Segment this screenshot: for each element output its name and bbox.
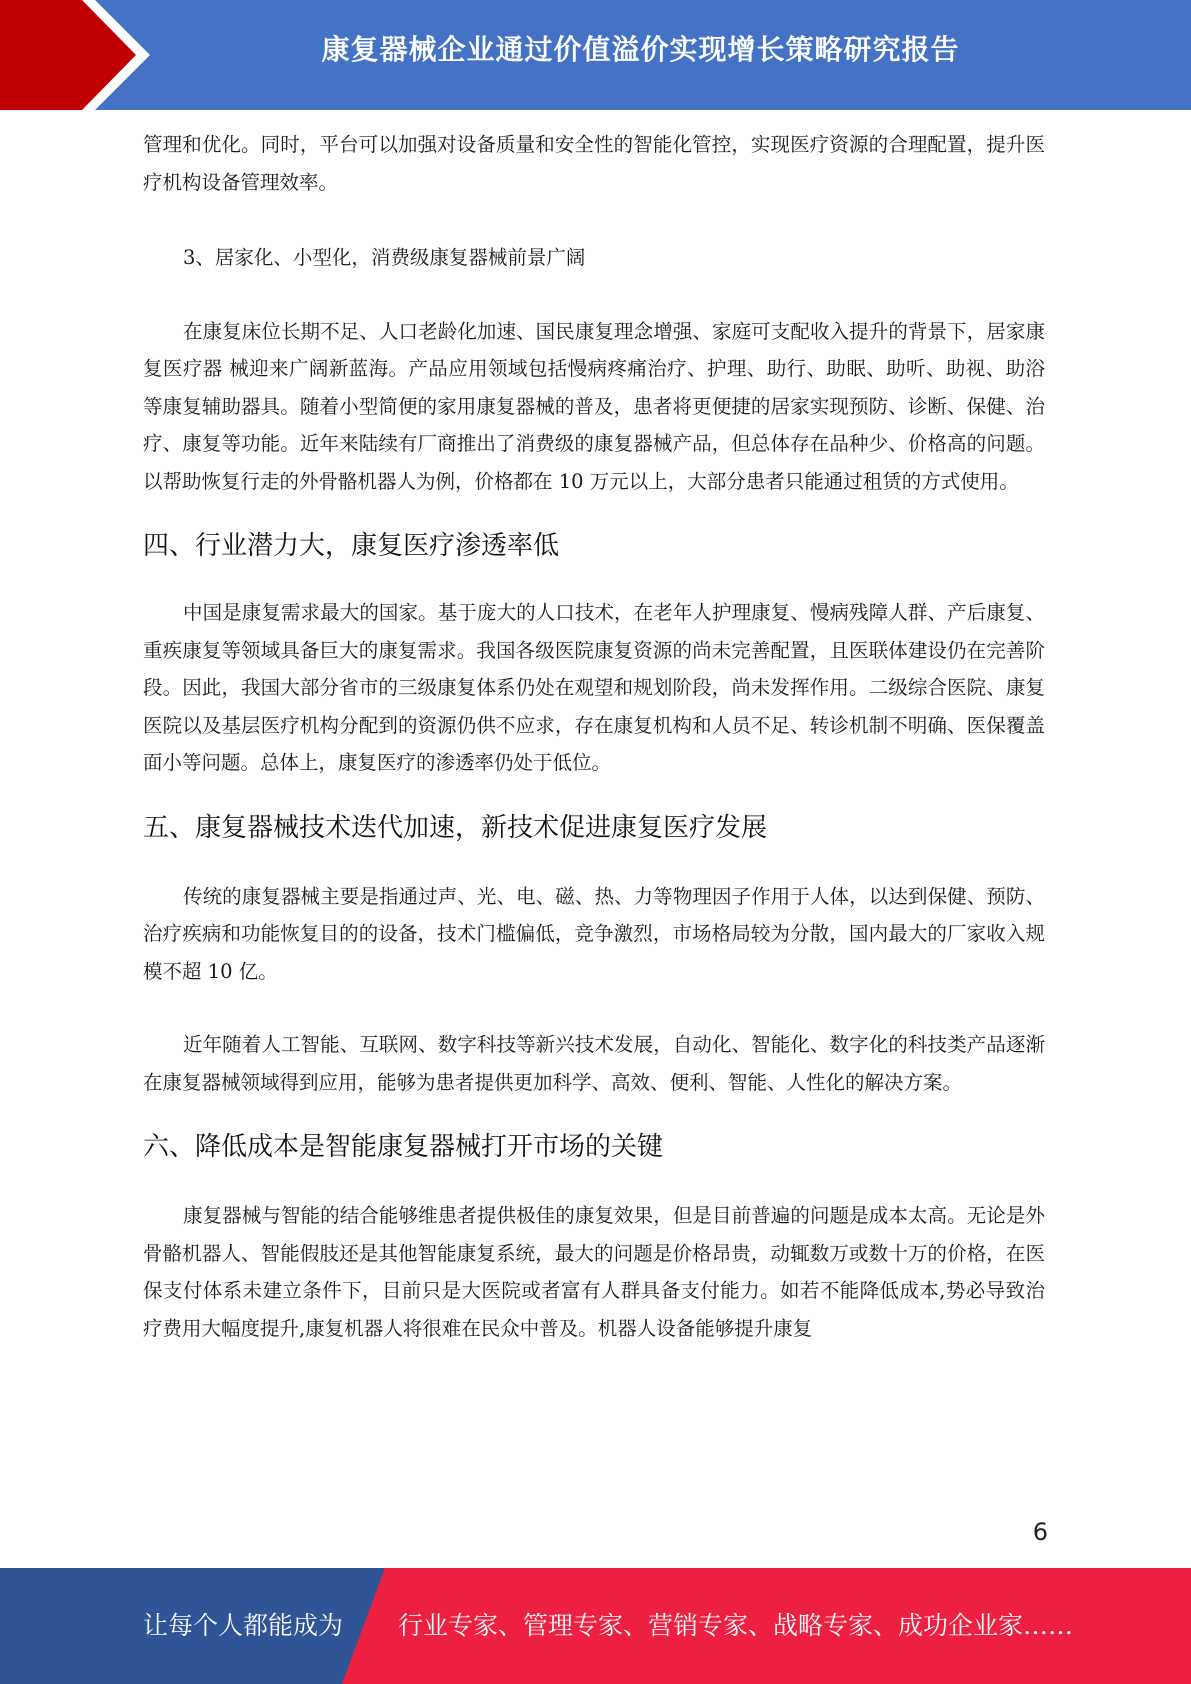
page-content <box>143 126 1045 1347</box>
section-title-6: 六、降低成本是智能康复器械打开市场的关键 <box>143 1132 664 1162</box>
section-title-5: 五、康复器械技术迭代加速，新技术促进康复医疗发展 <box>143 812 768 843</box>
paragraph-home-rehab: 在康复床位长期不足、人口老龄化加速、国民康复理念增强、家庭可支配收入提升的背景下，居家康复医疗器 械迎来广阔新蓝海。产品应用领域包括慢病疼痛治疗、护理、助行、助眠、助听、助视、助浴等康复辅助器具。随着小型简便的家用康复器械的普及，患者将更便捷的居家实现预防、诊断、保健、治疗、康复等功能。近年来陆续有厂商推出了消费级的康复器械产品，但总体存在品种少、价格高的问题。以帮助恢复行走的外骨骼机器人为例，价格都在 10 万元以上，大部分患者只能通过租赁的方式使用。 <box>143 319 1045 493</box>
footer-slogan-left: 让每个人都能成为 <box>143 1611 344 1640</box>
page-number: 6 <box>1032 1518 1048 1546</box>
section-title-4: 四、行业潜力大，康复医疗渗透率低 <box>143 531 560 561</box>
footer-slogan-right: 行业专家、管理专家、营销专家、战略专家、成功企业家…… <box>398 1611 1074 1640</box>
paragraph-section-5b: 近年随着人工智能、互联网、数字科技等新兴技术发展，自动化、智能化、数字化的科技类产品逐渐在康复器械领域得到应用，能够为患者提供更加科学、高效、便利、智能、人性化的解决方案。 <box>143 1033 1045 1094</box>
page-header <box>0 0 1191 110</box>
subheading-3: 3、居家化、小型化，消费级康复器械前景广阔 <box>183 246 586 269</box>
paragraph-section-4: 中国是康复需求最大的国家。基于庞大的人口技术，在老年人护理康复、慢病残障人群、产后康复、重疾康复等领域具备巨大的康复需求。我国各级医院康复资源的尚未完善配置，且医联体建设仍在完善阶段。因此，我国大部分省市的三级康复体系仍处在观望和规划阶段，尚未发挥作用。二级综合医院、康复医院以及基层医疗机构分配到的资源仍供不应求，存在康复机构和人员不足、转诊机制不明确、医保覆盖面小等问题。总体上，康复医疗的渗透率仍处于低位。 <box>143 601 1045 774</box>
paragraph-intro: 管理和优化。同时，平台可以加强对设备质量和安全性的智能化管控，实现医疗资源的合理配置，提升医疗机构设备管理效率。 <box>143 133 1045 194</box>
paragraph-section-5a: 传统的康复器械主要是指通过声、光、电、磁、热、力等物理因子作用于人体，以达到保健、预防、治疗疾病和功能恢复目的的设备，技术门槛偏低，竞争激烈，市场格局较为分散，国内最大的厂家收入规模不超 10 亿。 <box>143 884 1045 983</box>
paragraph-section-6: 康复器械与智能的结合能够维患者提供极佳的康复效果，但是目前普遍的问题是成本太高。无论是外骨骼机器人、智能假肢还是其他智能康复系统，最大的问题是价格昂贵，动辄数万或数十万的价格，在医保支付体系未建立条件下，目前只是大医院或者富有人群具备支付能力。如若不能降低成本,势必导致治疗费用大幅度提升,康复机器人将很难在民众中普及。机器人设备能够提升康复 <box>143 1204 1045 1340</box>
page-footer <box>0 1568 1191 1684</box>
report-title: 康复器械企业通过价值溢价实现增长策略研究报告 <box>321 33 960 66</box>
